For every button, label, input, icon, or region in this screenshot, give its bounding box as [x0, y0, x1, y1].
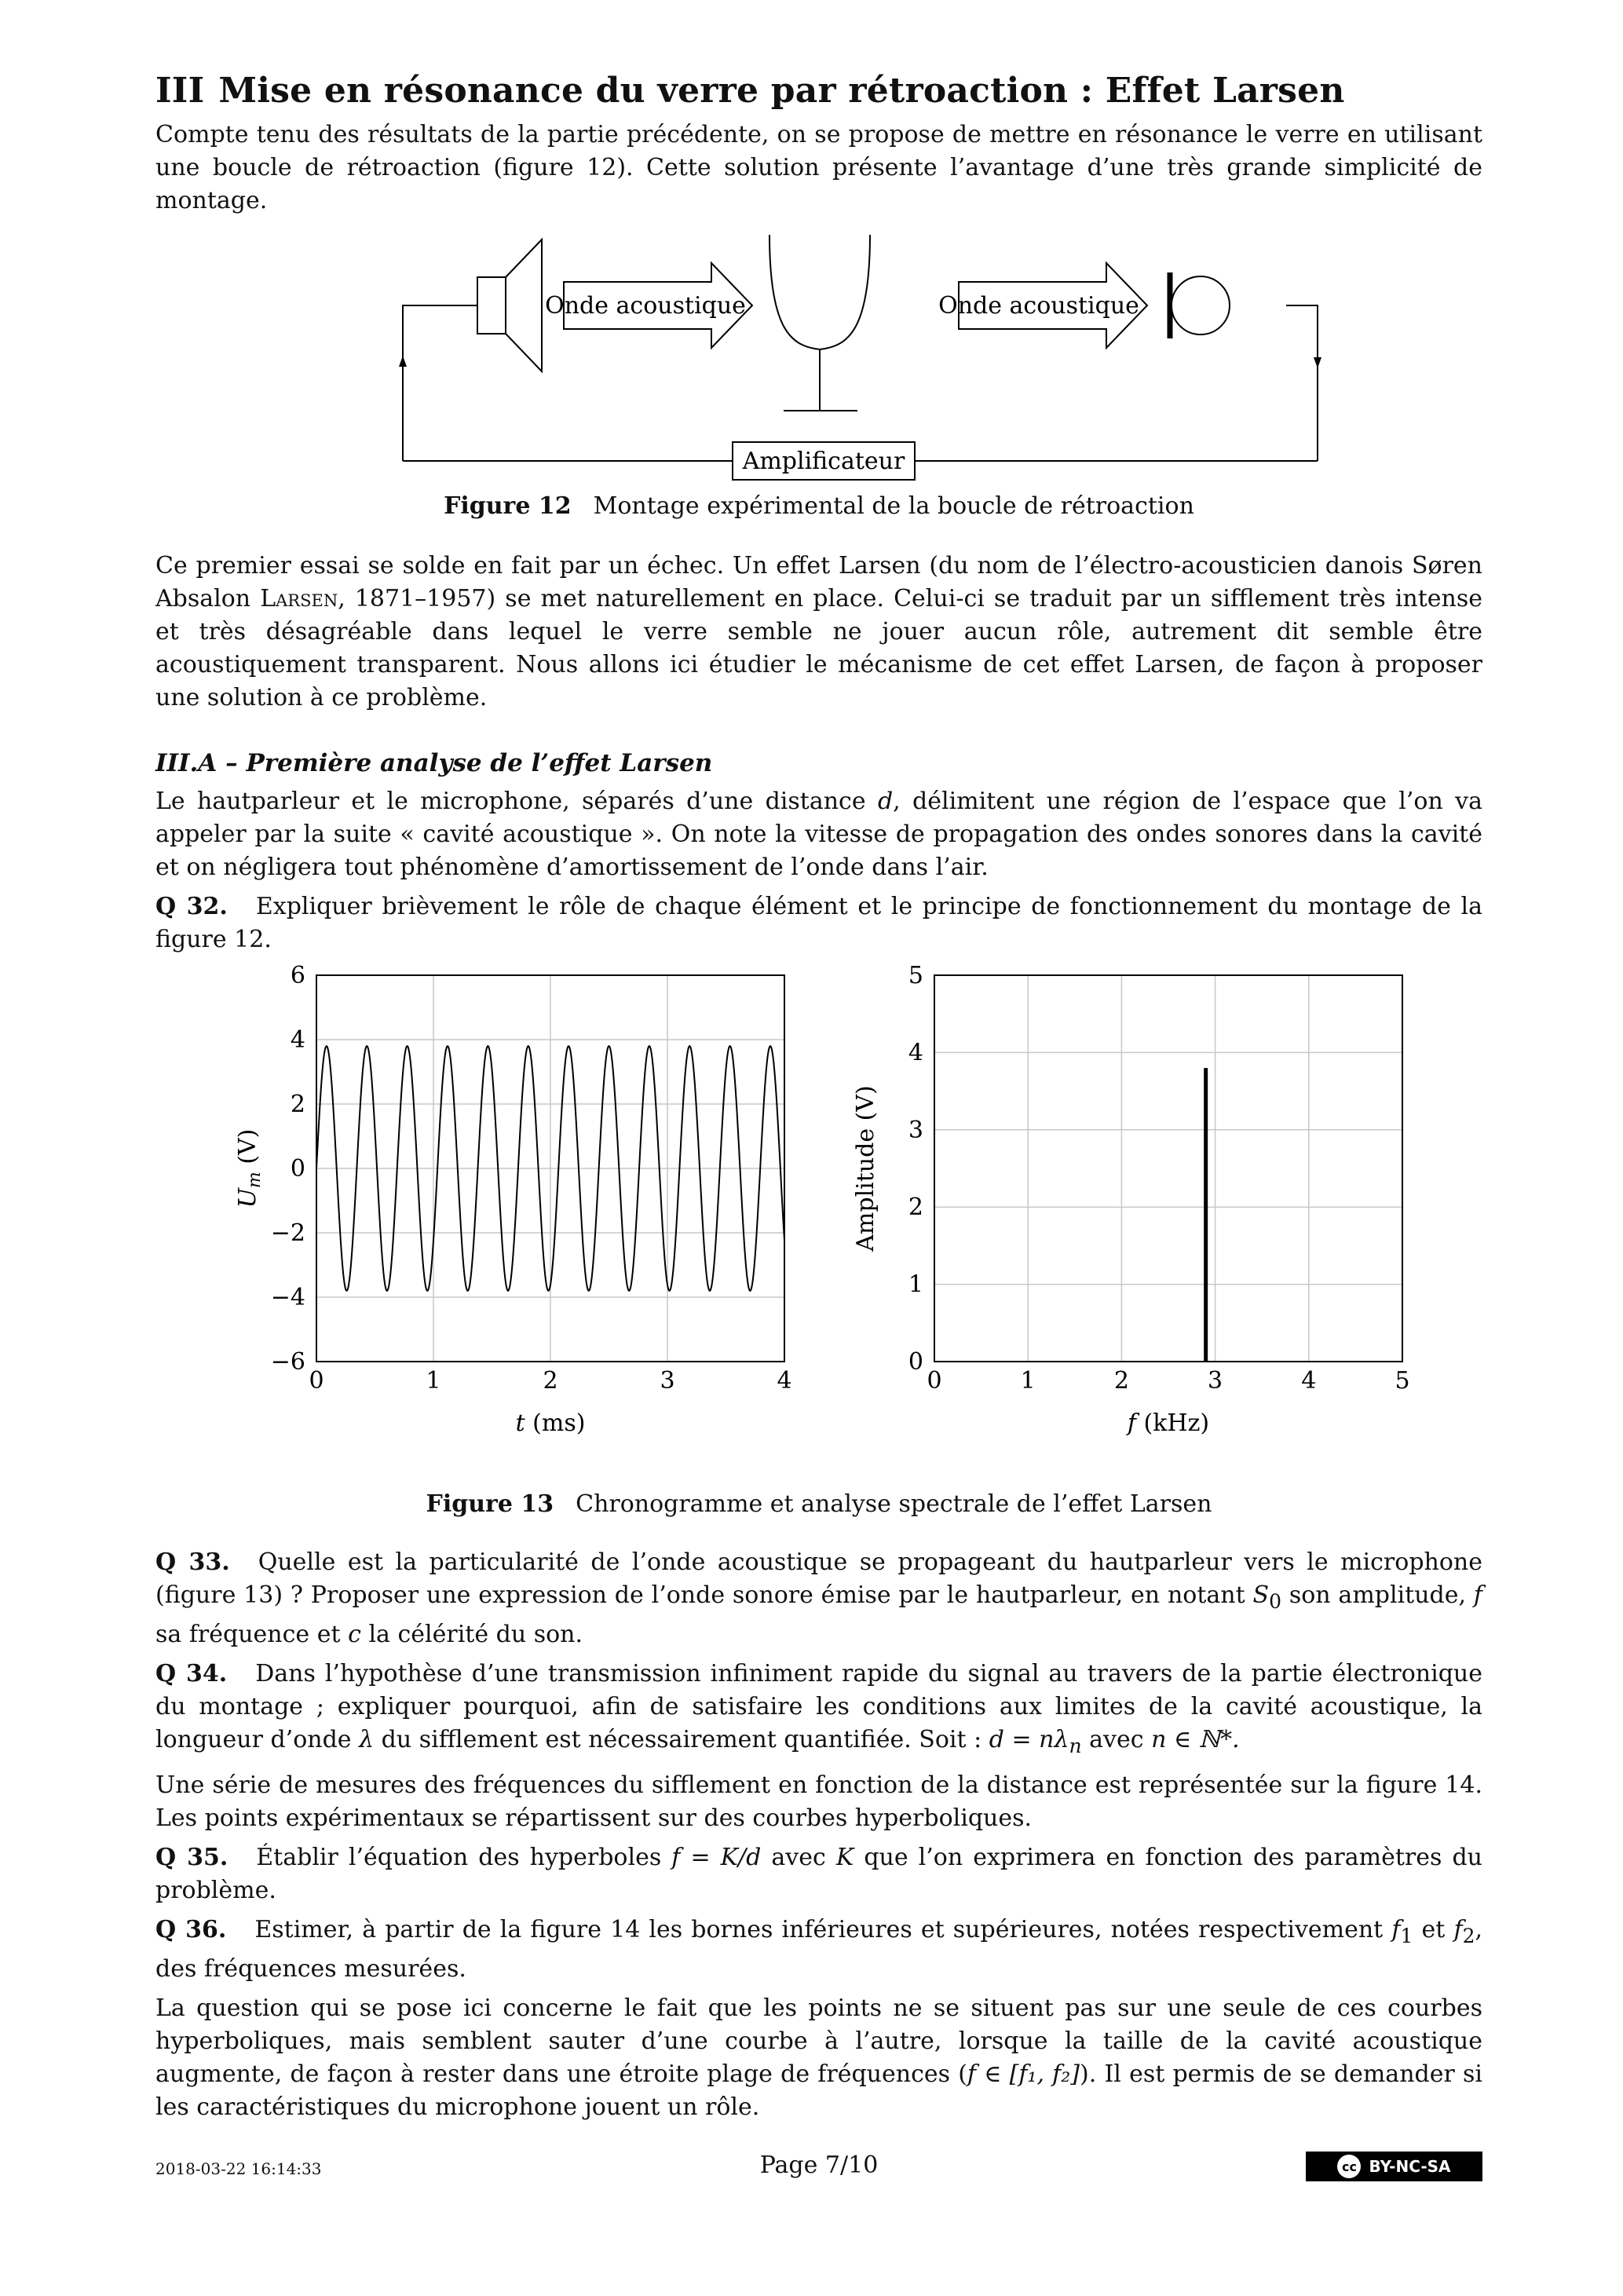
var-f1: f: [1391, 1915, 1401, 1943]
question-35: [155, 1841, 1482, 1907]
x-tick-label: 0: [927, 1366, 942, 1395]
formula-d: d = nλ: [989, 1725, 1069, 1753]
q35-part3: que l’on exprimera en fonction des paramètres du problème.: [155, 1843, 1482, 1904]
y-axis-label: $U_m$ (V): [234, 1128, 265, 1208]
spectrum-chart: [852, 962, 1410, 1437]
y-axis-label: Amplitude (V): [852, 1085, 879, 1252]
q36-part1: Estimer, à partir de la figure 14 les bornes inférieures et supérieures, notées respectivement: [254, 1915, 1384, 1943]
intro-paragraph: Compte tenu des résultats de la partie précédente, on se propose de mettre en résonance le verre en utilisant une boucle de rétroaction (figure 12). Cette solution présente l’avantage d’une très grande simplicité de montage.: [155, 120, 1482, 214]
plot-frame: [934, 975, 1402, 1362]
q35-label: Q 35.: [155, 1843, 228, 1871]
sub-1: 1: [1400, 1924, 1413, 1947]
page-number: Page 7/10: [759, 2152, 879, 2179]
subsection-title: [155, 749, 1482, 777]
x-tick-label: 3: [1208, 1366, 1223, 1395]
x-tick-label: 4: [1301, 1366, 1317, 1395]
q32-label: Q 32.: [155, 892, 228, 920]
q36-label: Q 36.: [155, 1915, 227, 1943]
x-tick-label: 5: [1395, 1366, 1410, 1395]
var-c: c: [348, 1620, 361, 1648]
paragraph-microphone: [155, 1992, 1482, 2124]
y-tick-label: 0: [908, 1347, 923, 1376]
sub-0: 0: [1269, 1589, 1281, 1613]
amplifier-label: Amplificateur: [742, 447, 905, 475]
y-tick-label: 2: [908, 1193, 923, 1221]
figure-12-caption-text: Montage expérimental de la boucle de rétroaction: [593, 492, 1194, 520]
q33-part1: Quelle est la particularité de l’onde acoustique se propageant du hautparleur vers le microphone (figure 13) ? Proposer une expression de l’onde sonore émise par le hautparleur, en notant: [155, 1548, 1482, 1609]
var-f2: f: [1453, 1915, 1463, 1943]
x-axis-label: t (ms): [515, 1409, 586, 1437]
section-number: III: [155, 71, 205, 111]
figure-12-diagram: [155, 229, 1482, 475]
para2-part2: , 1871–1957) se met naturellement en place. Celui-ci se traduit par un sifflement très intense et très désagréable dans lequel le verre semble ne jouer aucun rôle, autrement dit semble être acoustiquement transparent. Nous allons ici étudier le mécanisme de cet effet Larsen, de façon à proposer une solution à ce problème.: [155, 584, 1482, 711]
arrow-left-label: Onde acoustique: [545, 291, 746, 320]
section-title: [155, 71, 1482, 112]
x-tick-label: 2: [1113, 1366, 1129, 1395]
paragraph-larsen-effect: [155, 550, 1482, 715]
figure-12-caption: [155, 492, 1482, 520]
x-tick-label: 2: [543, 1366, 558, 1395]
q33-part3: sa fréquence et: [155, 1620, 341, 1648]
var-k: K: [835, 1843, 854, 1871]
para5-part1: La question qui se pose ici concerne le fait que les points ne se situent pas sur une seule de ces courbes hyperboliques, mais semblent sauter d’une courbe à l’autre, lorsque la taille de la cavité acoustique augmente, de façon à rester dans une étroite plage de fréquences (: [155, 1994, 1482, 2088]
var-lambda: λ: [359, 1725, 375, 1753]
x-tick-label: 3: [660, 1366, 675, 1395]
x-tick-label: 0: [309, 1366, 324, 1395]
arrowhead-down: [1314, 357, 1321, 368]
figure-13-charts: [155, 961, 1482, 1486]
q33-label: Q 33.: [155, 1548, 230, 1576]
cc-icon: cc: [1337, 2155, 1361, 2178]
var-f: f: [1473, 1581, 1482, 1609]
chronogram-chart: [234, 962, 792, 1437]
x-tick-label: 4: [777, 1366, 792, 1395]
page-content: [155, 71, 1482, 2124]
footer-date: 2018-03-22 16:14:33: [155, 2159, 322, 2178]
formula-range: f ∈ [f₁, f₂]: [967, 2060, 1080, 2088]
section-title-text: Mise en résonance du verre par rétroaction : Effet Larsen: [218, 71, 1345, 111]
para2-part1: Ce premier essai se solde en fait par un échec. Un effet Larsen (du nom de l’électro-acousticien danois Søren Absalon: [155, 551, 1482, 612]
q34-label: Q 34.: [155, 1659, 228, 1687]
page-footer: [155, 2152, 1482, 2183]
license-badge[interactable]: [1306, 2152, 1482, 2181]
q34-part3: avec: [1089, 1725, 1144, 1753]
subsection-dash: –: [225, 748, 238, 777]
paragraph-cavity: [155, 785, 1482, 884]
para3-part2: , délimitent une région de l’espace que l’on va appeler par la suite « cavité acoustique ». On note la vitesse de propagation des ondes sonores dans la cavité et on négligera tout phénomène d’amortissement de l’onde dans l’air.: [155, 787, 1482, 881]
question-36: [155, 1914, 1482, 1986]
var-s: S: [1252, 1581, 1270, 1609]
para5-part2: ). Il est permis de se demander si les caractéristiques du microphone jouent un rôle.: [155, 2060, 1482, 2121]
y-tick-label: 2: [290, 1090, 305, 1118]
y-tick-label: −6: [270, 1347, 305, 1376]
question-34: [155, 1658, 1482, 1763]
formula-hyperbola: f = K/d: [671, 1843, 762, 1871]
amplifier-box: [733, 442, 915, 480]
x-axis-label: f (kHz): [1127, 1409, 1210, 1437]
figure-12-caption-label: Figure 12: [444, 492, 572, 520]
y-tick-label: 4: [908, 1039, 923, 1067]
arrowhead-up: [399, 356, 407, 367]
license-text: BY-NC-SA: [1369, 2157, 1451, 2176]
var-d: d: [877, 787, 894, 815]
paragraph-measurements: Une série de mesures des fréquences du sifflement en fonction de la distance est représentée sur la figure 14. Les points expérimentaux se répartissent sur des courbes hyperboliques.: [155, 1771, 1482, 1832]
figure-13-caption-label: Figure 13: [426, 1490, 554, 1518]
y-tick-label: 4: [290, 1026, 305, 1054]
q35-part1: Établir l’équation des hyperboles: [256, 1843, 662, 1871]
y-tick-label: −4: [270, 1283, 305, 1311]
y-tick-label: 6: [290, 961, 305, 989]
arrow-right-label: Onde acoustique: [938, 291, 1139, 320]
y-tick-label: −2: [270, 1219, 305, 1247]
y-tick-label: 5: [908, 961, 923, 989]
q32-text: Expliquer brièvement le rôle de chaque élément et le principe de fonctionnement du montage de la figure 12.: [155, 892, 1482, 953]
larsen-name: Larsen: [260, 584, 338, 612]
figure-13-caption: [155, 1490, 1482, 1518]
q36-part2: , des fréquences mesurées.: [155, 1915, 1483, 1983]
sub-2: 2: [1462, 1924, 1475, 1947]
question-33: [155, 1546, 1482, 1651]
figure-13-caption-text: Chronogramme et analyse spectrale de l’effet Larsen: [576, 1490, 1212, 1518]
para3-part1: Le hautparleur et le microphone, séparés d’une distance: [155, 787, 866, 815]
set-n: n ∈ ℕ*.: [1151, 1725, 1240, 1753]
q33-part4: la célérité du son.: [368, 1620, 583, 1648]
x-tick-label: 1: [426, 1366, 441, 1395]
subsection-title-text: Première analyse de l’effet Larsen: [246, 748, 713, 777]
q35-part2: avec: [771, 1843, 826, 1871]
q33-part2: son amplitude,: [1289, 1581, 1467, 1609]
y-tick-label: 0: [290, 1154, 305, 1183]
q34-part2: du sifflement est nécessairement quantifiée. Soit :: [381, 1725, 982, 1753]
subsection-id: III.A: [155, 748, 217, 777]
y-tick-label: 3: [908, 1116, 923, 1144]
q36-and: et: [1421, 1915, 1446, 1943]
q34-part1: Dans l’hypothèse d’une transmission infiniment rapide du signal au travers de la partie électronique du montage ; expliquer pourquoi, afin de satisfaire les conditions aux limites de la cavité acoustique, la longueur d’onde: [155, 1659, 1482, 1753]
y-tick-label: 1: [908, 1270, 923, 1299]
x-tick-label: 1: [1020, 1366, 1036, 1395]
question-32: [155, 890, 1482, 956]
sub-n: n: [1069, 1734, 1082, 1757]
